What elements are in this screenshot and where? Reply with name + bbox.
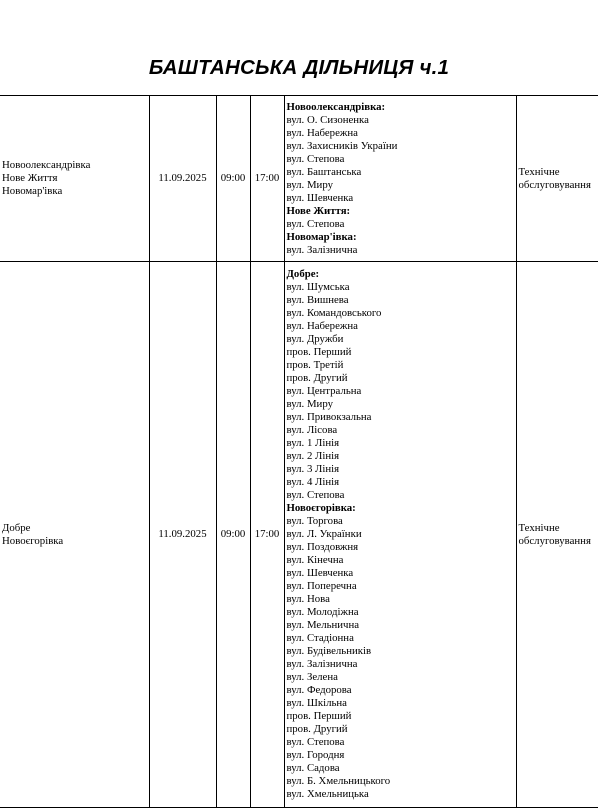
date-cell: 11.09.2025 — [149, 262, 216, 808]
street-item: вул. Степова — [286, 489, 345, 501]
street-item: вул. Шумська — [286, 281, 350, 293]
work-type-text: Технічне — [518, 521, 560, 534]
work-type-text: Технічне — [518, 165, 560, 178]
street-item: вул. Шевченка — [286, 191, 354, 204]
street-item: пров. Перший — [286, 346, 352, 358]
street-item: вул. Залізнична — [286, 658, 358, 670]
street-item: вул. Захисників України — [286, 139, 398, 152]
street-item: вул. Б. Хмельницького — [286, 775, 391, 787]
street-item: вул. Хмельницька — [286, 788, 369, 800]
settlement-heading: Новоолександрівка: — [286, 100, 386, 113]
street-item: вул. Миру — [286, 398, 333, 410]
start-time-cell: 09:00 — [216, 262, 250, 808]
location-name: Новоолександрівка — [2, 159, 91, 171]
start-time-cell: 09:00 — [216, 96, 250, 262]
table-row — [0, 262, 598, 808]
street-item: вул. Садова — [286, 762, 340, 774]
street-item: вул. Привокзальна — [286, 411, 372, 423]
street-item: вул. Центральна — [286, 385, 362, 397]
work-type-text: обслуговування — [518, 534, 591, 547]
street-item: вул. Шкільна — [286, 697, 347, 709]
street-item: вул. Командовського — [286, 307, 382, 319]
street-item: вул. Миру — [286, 178, 333, 191]
street-item: пров. Другий — [286, 723, 348, 735]
street-item: вул. Степова — [286, 152, 345, 165]
street-item: вул. О. Сизоненка — [286, 113, 369, 126]
street-item: пров. Третій — [286, 359, 344, 371]
location-name: Добре — [2, 521, 31, 534]
street-item: вул. Торгова — [286, 515, 343, 527]
street-item: вул. Лісова — [286, 424, 338, 436]
street-item: вул. 2 Лінія — [286, 450, 340, 462]
location-name: Нове Життя — [2, 172, 58, 184]
settlement-heading: Добре: — [286, 268, 320, 280]
street-item: вул. Кінечна — [286, 554, 344, 566]
street-item: вул. 4 Лінія — [286, 476, 340, 488]
street-item: вул. Вишнева — [286, 294, 349, 306]
street-item: вул. Поздовжня — [286, 541, 359, 553]
work-type-text: обслуговування — [518, 178, 591, 191]
outage-schedule-table — [0, 95, 598, 808]
street-item: пров. Другий — [286, 372, 348, 384]
streets-cell — [284, 262, 516, 808]
streets-cell — [284, 96, 516, 262]
street-item: вул. Молодіжна — [286, 606, 359, 618]
street-item: вул. Залізнична — [286, 243, 358, 256]
page-title: БАШТАНСЬКА ДІЛЬНИЦЯ ч.1 — [148, 56, 450, 79]
street-item: вул. Набережна — [286, 126, 358, 139]
street-item: вул. Будівельників — [286, 645, 372, 657]
locations-cell — [0, 262, 149, 808]
street-item: вул. Нова — [286, 593, 330, 605]
date-cell: 11.09.2025 — [149, 96, 216, 262]
street-item: вул. Федорова — [286, 684, 352, 696]
street-item: вул. 1 Лінія — [286, 437, 340, 449]
street-item: вул. Поперечна — [286, 580, 357, 592]
street-item: пров. Перший — [286, 710, 352, 722]
end-time-cell: 17:00 — [250, 96, 284, 262]
street-item: вул. 3 Лінія — [286, 463, 340, 475]
street-item: вул. Баштанська — [286, 165, 362, 178]
location-name: Новомар'івка — [2, 185, 63, 197]
work-type-cell — [516, 262, 598, 808]
settlement-heading: Новомар'івка: — [286, 230, 357, 243]
work-type-cell — [516, 96, 598, 262]
street-item: вул. Дружби — [286, 333, 344, 345]
end-time-cell: 17:00 — [250, 262, 284, 808]
location-name: Новоєгорівка — [2, 534, 64, 547]
street-item: вул. Зелена — [286, 671, 338, 683]
street-item: вул. Л. Українки — [286, 528, 362, 540]
settlement-heading: Новоєгорівка: — [286, 502, 356, 514]
street-item: вул. Степова — [286, 736, 345, 748]
street-item: вул. Стадіонна — [286, 632, 354, 644]
street-item: вул. Мельнична — [286, 619, 360, 631]
street-item: вул. Шевченка — [286, 567, 354, 579]
street-item: вул. Набережна — [286, 320, 358, 332]
street-item: вул. Степова — [286, 217, 345, 230]
settlement-heading: Нове Життя: — [286, 204, 351, 217]
street-item: вул. Городня — [286, 749, 345, 761]
table-row — [0, 96, 598, 262]
locations-cell — [0, 96, 149, 262]
